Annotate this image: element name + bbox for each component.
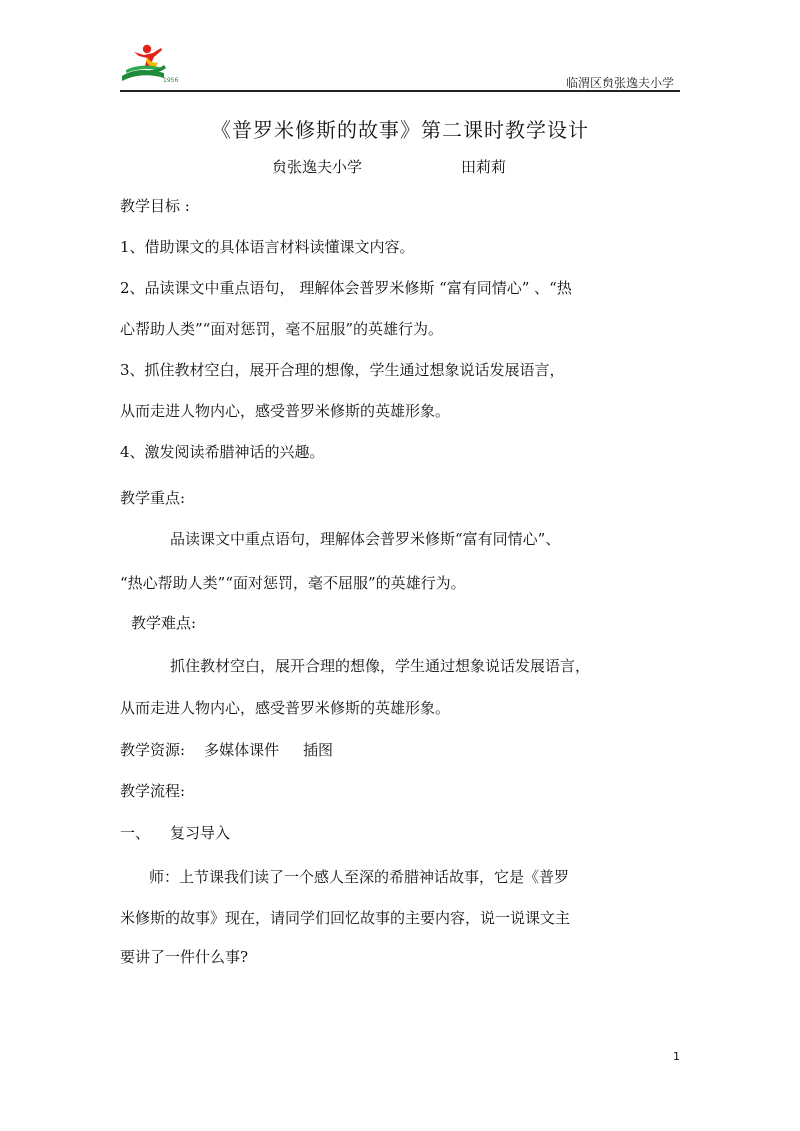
school-logo-graphic (120, 40, 180, 86)
goal-3-line-1: 3、抓住教材空白，展开合理的想像，学生通过想象说话发展语言， (120, 361, 565, 379)
page-number: 1 (673, 1050, 680, 1063)
goal-3-line-2: 从而走进人物内心，感受普罗米修斯的英雄形象。 (120, 402, 451, 420)
key-points-line-2: “热心帮助人类”“面对惩罚，毫不屈服”的英雄行为。 (120, 574, 466, 592)
author-name: 田莉莉 (461, 158, 507, 176)
teaching-resources: 教学资源: 多媒体课件 插图 (120, 741, 333, 759)
header-school-name: 临渭区贠张逸夫小学 (566, 76, 675, 90)
author-school: 贠张逸夫小学 (272, 158, 363, 176)
goal-2-line-2: 心帮助人类”“面对惩罚，毫不屈服”的英雄行为。 (120, 320, 444, 338)
difficulty-line-2: 从而走进人物内心，感受普罗米修斯的英雄形象。 (120, 699, 451, 717)
document-title: 《普罗米修斯的故事》第二课时教学设计 (211, 118, 589, 142)
teacher-line-3: 要讲了一件什么事? (120, 948, 249, 966)
difficulty-line-1: 抓住教材空白，展开合理的想像，学生通过想象说话发展语言， (170, 657, 591, 675)
key-points-heading: 教学重点: (120, 489, 186, 507)
step-1-number: 一、 (120, 824, 151, 842)
teacher-line-2: 米修斯的故事》现在，请同学们回忆故事的主要内容，说一说课文主 (120, 909, 571, 927)
teacher-line-1: 师：上节课我们读了一个感人至深的希腊神话故事，它是《普罗 (149, 868, 570, 886)
goal-2-line-1: 2、品读课文中重点语句， 理解体会普罗米修斯 “富有同情心” 、“热 (120, 279, 572, 297)
header-rule (120, 90, 680, 92)
difficulty-heading: 教学难点: (131, 614, 197, 632)
school-logo (120, 40, 180, 86)
goals-heading: 教学目标 : (120, 197, 190, 215)
logo-year: 1956 (163, 77, 179, 84)
process-heading: 教学流程: (120, 782, 186, 800)
key-points-line-1: 品读课文中重点语句，理解体会普罗米修斯“富有同情心”、 (170, 530, 561, 548)
goal-1: 1、借助课文的具体语言材料读懂课文内容。 (120, 238, 415, 256)
goal-4: 4、激发阅读希腊神话的兴趣。 (120, 443, 325, 461)
step-1-title: 复习导入 (170, 824, 231, 842)
